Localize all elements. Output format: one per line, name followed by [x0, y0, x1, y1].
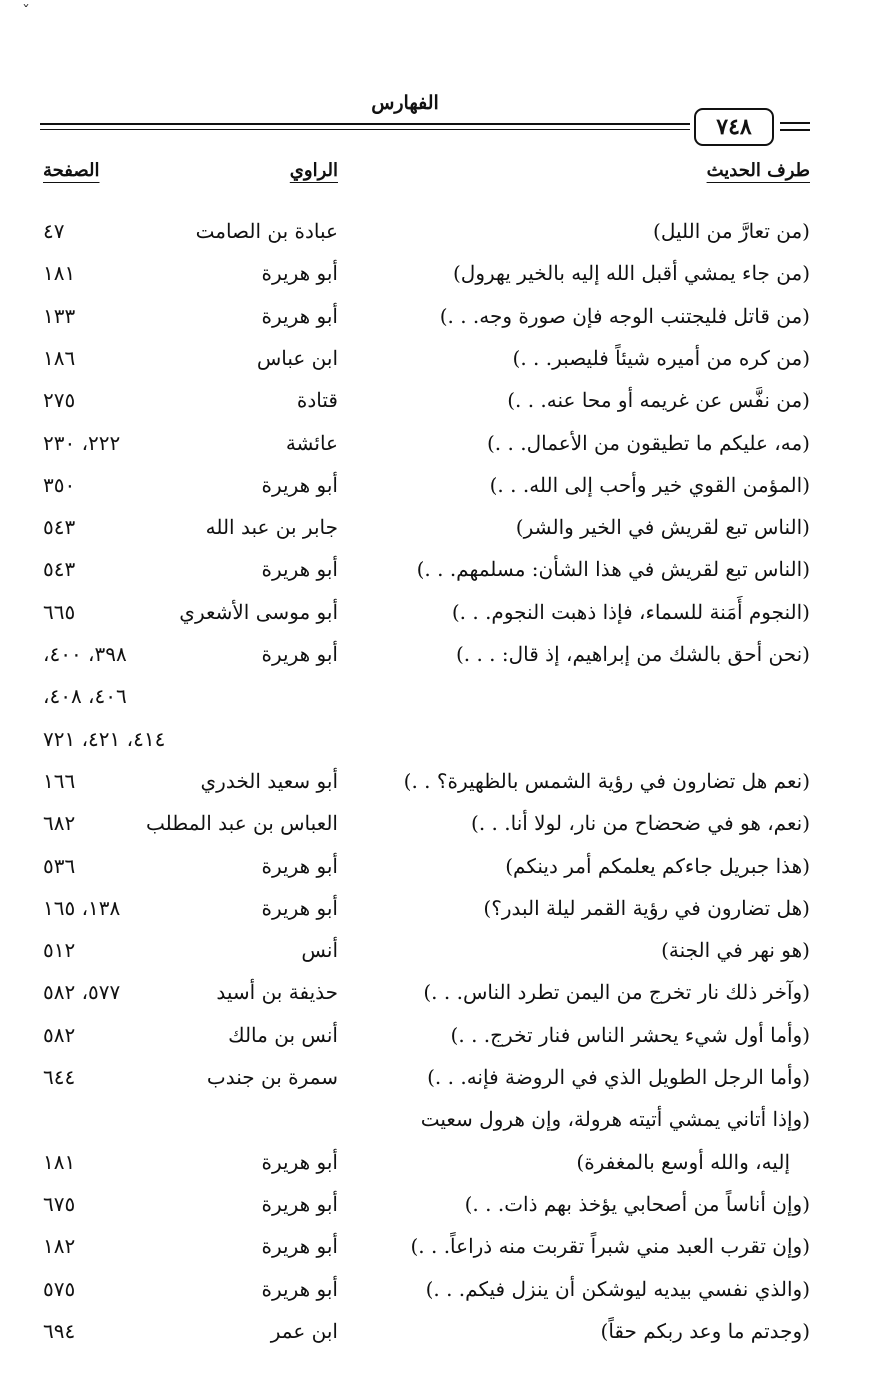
- hadith-incipit: (نعم هل تضارون في رؤية الشمس بالظهيرة؟ . .): [403, 769, 810, 793]
- hadith-incipit: (من نفَّس عن غريمه أو محا عنه. . .): [507, 388, 810, 412]
- narrator-name: أنس: [301, 938, 338, 962]
- narrator-name: أبو هريرة: [261, 557, 338, 581]
- narrator-name: جابر بن عبد الله: [205, 515, 338, 539]
- hadith-incipit: (هو نهر في الجنة): [661, 938, 810, 962]
- table-row: [0, 938, 885, 978]
- header-rule: [40, 123, 690, 125]
- page-references: ١٨١: [43, 1150, 76, 1174]
- narrator-name: أبو هريرة: [261, 642, 338, 666]
- column-header-pages: الصفحة: [43, 160, 100, 181]
- page-references: ٥٤٣: [43, 515, 76, 539]
- table-row: [0, 1277, 885, 1317]
- page-references: ١٨٦: [43, 346, 76, 370]
- hadith-incipit: (وأما أول شيء يحشر الناس فنار تخرج. . .): [450, 1023, 810, 1047]
- section-title: الفهارس: [371, 92, 439, 114]
- page-references: ٦٧٥: [43, 1192, 76, 1216]
- page-references: ٦٦٥: [43, 600, 76, 624]
- table-row: [0, 1319, 885, 1359]
- hadith-incipit: (من قاتل فليجتنب الوجه فإن صورة وجه. . .): [439, 304, 810, 328]
- page-references: ٣٥٠: [43, 473, 76, 497]
- header-rule-right-lower: [780, 129, 810, 131]
- table-row: [0, 811, 885, 851]
- table-row: [0, 1023, 885, 1063]
- table-row: [0, 727, 885, 767]
- hadith-incipit: (وإن تقرب العبد مني شبراً تقربت منه ذراعاً. . .): [410, 1234, 810, 1258]
- page-references: ٦٩٤: [43, 1319, 76, 1343]
- narrator-name: أبو هريرة: [261, 1234, 338, 1258]
- page-references: ٥١٢: [43, 938, 76, 962]
- narrator-name: ابن عمر: [270, 1319, 338, 1343]
- page-references: ٥٧٥: [43, 1277, 76, 1301]
- narrator-name: سمرة بن جندب: [206, 1065, 338, 1089]
- column-header-narrator: الراوي: [289, 160, 338, 181]
- hadith-incipit: (وإذا أتاني يمشي أتيته هرولة، وإن هرول سعيت: [420, 1107, 810, 1131]
- page-references: ٦٨٢: [43, 811, 76, 835]
- narrator-name: قتادة: [296, 388, 338, 412]
- hadith-incipit: (مه، عليكم ما تطيقون من الأعمال. . .): [487, 431, 810, 455]
- narrator-name: ابن عباس: [256, 346, 338, 370]
- page-references: ٥٨٢: [43, 1023, 76, 1047]
- narrator-name: أنس بن مالك: [228, 1023, 338, 1047]
- table-row: [0, 896, 885, 936]
- hadith-incipit: (هذا جبريل جاءكم يعلمكم أمر دينكم): [505, 854, 810, 878]
- narrator-name: عبادة بن الصامت: [195, 219, 338, 243]
- hadith-incipit: (نعم، هو في ضحضاح من نار، لولا أنا. . .): [471, 811, 810, 835]
- table-row: [0, 431, 885, 471]
- hadith-incipit: (والذي نفسي بيديه ليوشكن أن ينزل فيكم. . .): [425, 1277, 810, 1301]
- hadith-incipit: (هل تضارون في رؤية القمر ليلة البدر؟): [483, 896, 810, 920]
- table-row: [0, 600, 885, 640]
- hadith-incipit: (المؤمن القوي خير وأحب إلى الله. . .): [489, 473, 810, 497]
- narrator-name: أبو هريرة: [261, 896, 338, 920]
- table-row: [0, 388, 885, 428]
- table-row: [0, 1065, 885, 1105]
- page-references: ٥٧٧، ٥٨٢: [43, 980, 121, 1004]
- hadith-incipit: (من جاء يمشي أقبل الله إليه بالخير يهرول): [453, 261, 810, 285]
- hadith-incipit: (وآخر ذلك نار تخرج من اليمن تطرد الناس. . .): [423, 980, 810, 1004]
- table-row: [0, 219, 885, 259]
- table-row: [0, 557, 885, 597]
- page-references: ٥٤٣: [43, 557, 76, 581]
- table-row: [0, 642, 885, 682]
- narrator-name: أبو سعيد الخدري: [200, 769, 338, 793]
- table-row: [0, 473, 885, 513]
- hadith-incipit: (من تعارَّ من الليل): [653, 219, 810, 243]
- table-row: [0, 304, 885, 344]
- table-row: [0, 854, 885, 894]
- narrator-name: أبو هريرة: [261, 304, 338, 328]
- narrator-name: أبو هريرة: [261, 854, 338, 878]
- hadith-incipit: (نحن أحق بالشك من إبراهيم، إذ قال: . . .): [455, 642, 810, 666]
- narrator-name: أبو هريرة: [261, 1277, 338, 1301]
- column-header-hadith: طرف الحديث: [706, 160, 810, 181]
- hadith-incipit: (النجوم أَمَنة للسماء، فإذا ذهبت النجوم. . .): [451, 600, 810, 624]
- hadith-incipit: (وأما الرجل الطويل الذي في الروضة فإنه. . .): [427, 1065, 810, 1089]
- page-references: ١٨١: [43, 261, 76, 285]
- page-references: ١٦٦: [43, 769, 76, 793]
- page-references: ٣٩٨، ٤٠٠،: [43, 642, 127, 666]
- table-row: [0, 346, 885, 386]
- page-references: ١٣٣: [43, 304, 76, 328]
- narrator-name: حذيفة بن أسيد: [216, 980, 338, 1004]
- hadith-incipit: إليه، والله أوسع بالمغفرة): [576, 1150, 790, 1174]
- hadith-incipit: (وإن أناساً من أصحابي يؤخذ بهم ذات. . .): [464, 1192, 810, 1216]
- page-references: ٥٣٦: [43, 854, 76, 878]
- table-row: [0, 684, 885, 724]
- narrator-name: أبو موسى الأشعري: [179, 600, 338, 624]
- narrator-name: العباس بن عبد المطلب: [145, 811, 338, 835]
- hadith-incipit: (الناس تبع لقريش في الخير والشر): [515, 515, 810, 539]
- table-row: [0, 261, 885, 301]
- table-row: [0, 1234, 885, 1274]
- page-references: ١٨٢: [43, 1234, 76, 1258]
- narrator-name: أبو هريرة: [261, 1192, 338, 1216]
- hadith-incipit: (وجدتم ما وعد ربكم حقاً): [600, 1319, 810, 1343]
- page-references: ١٣٨، ١٦٥: [43, 896, 121, 920]
- page-references: ٢٧٥: [43, 388, 76, 412]
- page-references: ٦٤٤: [43, 1065, 76, 1089]
- narrator-name: أبو هريرة: [261, 1150, 338, 1174]
- table-row: [0, 1150, 885, 1190]
- page-references: ٢٢٢، ٢٣٠: [43, 431, 121, 455]
- running-header: [40, 88, 830, 150]
- table-row: [0, 1192, 885, 1232]
- page-number: ٧٤٨: [694, 108, 774, 146]
- hadith-incipit: (من كره من أميره شيئاً فليصبر. . .): [512, 346, 810, 370]
- page-references: ٤١٤، ٤٢١، ٧٢١: [43, 727, 166, 751]
- table-row: [0, 515, 885, 555]
- page-references: ٤٧: [43, 219, 65, 243]
- narrator-name: عائشة: [285, 431, 338, 455]
- table-row: [0, 980, 885, 1020]
- narrator-name: أبو هريرة: [261, 261, 338, 285]
- page-references: ٤٠٦، ٤٠٨،: [43, 684, 127, 708]
- hadith-incipit: (الناس تبع لقريش في هذا الشأن: مسلمهم. . .): [416, 557, 810, 581]
- header-rule-right: [780, 122, 810, 124]
- scan-mark: ˇ: [22, 2, 30, 21]
- table-row: [0, 1107, 885, 1147]
- header-rule-thin: [40, 129, 690, 130]
- table-row: [0, 769, 885, 809]
- narrator-name: أبو هريرة: [261, 473, 338, 497]
